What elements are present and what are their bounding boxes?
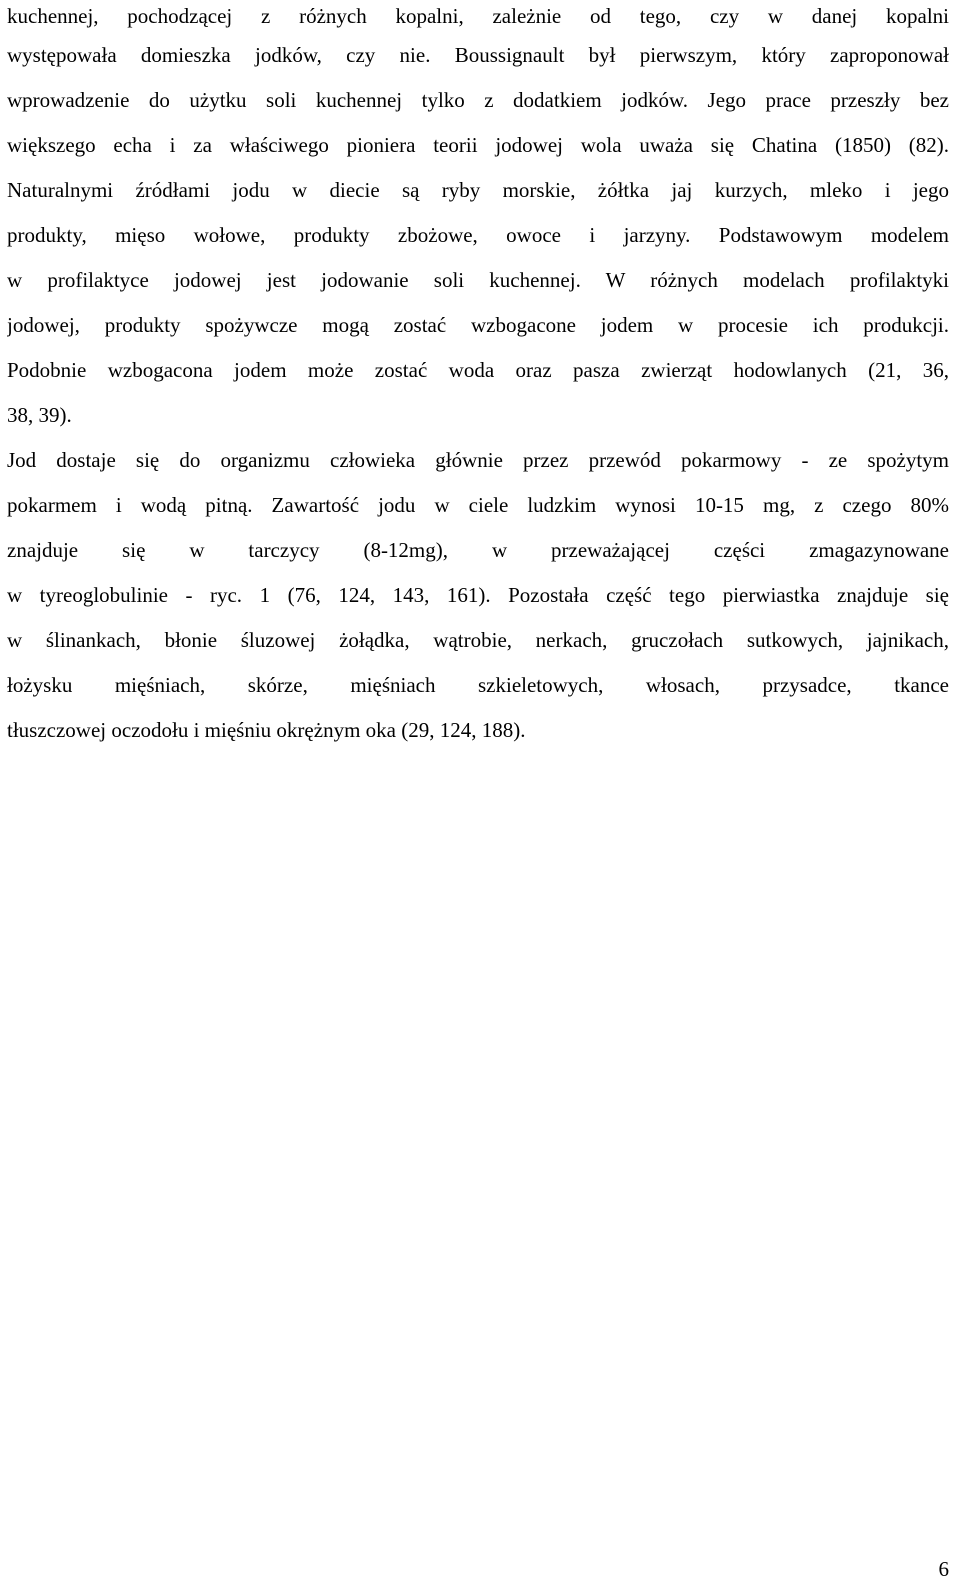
text-line: Podobnie wzbogacona jodem może zostać woda oraz pasza zwierząt hodowlanych (21, 36, xyxy=(7,358,949,382)
text-line: w profilaktyce jodowej jest jodowanie soli kuchennej. W różnych modelach profilaktyki xyxy=(7,268,949,292)
text-line: kuchennej, pochodzącej z różnych kopalni, zależnie od tego, czy w danej kopalni xyxy=(7,4,949,28)
text-line: tłuszczowej oczodołu i mięśniu okrężnym oka (29, 124, 188). xyxy=(7,718,526,742)
text-line: większego echa i za właściwego pioniera teorii jodowej wola uważa się Chatina (1850) (82). xyxy=(7,133,949,157)
text-line: produkty, mięso wołowe, produkty zbożowe, owoce i jarzyny. Podstawowym modelem xyxy=(7,223,949,247)
text-line: znajduje się w tarczycy (8-12mg), w przeważającej części zmagazynowane xyxy=(7,538,949,562)
text-line: 38, 39). xyxy=(7,403,72,427)
text-line: w tyreoglobulinie - ryc. 1 (76, 124, 143, 161). Pozostała część tego pierwiastka znajduje się xyxy=(7,583,949,607)
text-line: w ślinankach, błonie śluzowej żołądka, wątrobie, nerkach, gruczołach sutkowych, jajnikach, xyxy=(7,628,949,652)
text-line: występowała domieszka jodków, czy nie. Boussignault był pierwszym, który zaproponował xyxy=(7,43,949,67)
body-text xyxy=(7,0,949,753)
text-line: Naturalnymi źródłami jodu w diecie są ryby morskie, żółtka jaj kurzych, mleko i jego xyxy=(7,178,949,202)
text-line: jodowej, produkty spożywcze mogą zostać wzbogacone jodem w procesie ich produkcji. xyxy=(7,313,949,337)
page-number: 6 xyxy=(938,1557,949,1581)
text-line: wprowadzenie do użytku soli kuchennej tylko z dodatkiem jodków. Jego prace przeszły bez xyxy=(7,88,949,112)
text-line: Jod dostaje się do organizmu człowieka głównie przez przewód pokarmowy - ze spożytym xyxy=(7,448,949,472)
text-line: łożysku mięśniach, skórze, mięśniach szkieletowych, włosach, przysadce, tkance xyxy=(7,673,949,697)
text-line: pokarmem i wodą pitną. Zawartość jodu w ciele ludzkim wynosi 10-15 mg, z czego 80% xyxy=(7,493,949,517)
